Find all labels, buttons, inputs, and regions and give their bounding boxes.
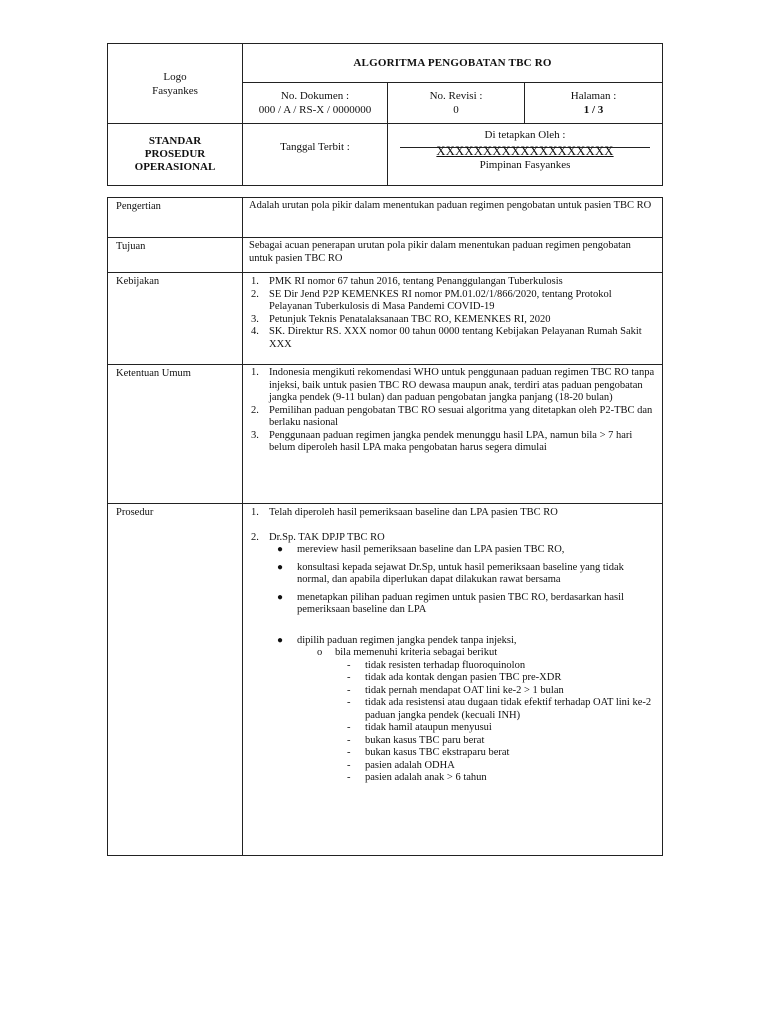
row-ketentuan-umum <box>108 365 663 504</box>
ketentuan-list <box>249 367 656 455</box>
pengertian-label: Pengertian <box>108 198 243 238</box>
list-item: ● menetapkan pilihan paduan regimen untuk pasien TBC RO, berdasarkan hasil pemeriksaan baseline dan LPA <box>277 591 624 615</box>
document-number-cell <box>243 83 388 124</box>
list-item: 2. Pemilihan paduan pengobatan TBC RO sesuai algoritma yang ditetapkan oleh P2-TBC dan berlaku nasional <box>251 404 653 428</box>
list-item: 1. Telah diperoleh hasil pemeriksaan baseline dan LPA pasien TBC RO <box>251 507 558 518</box>
document-number-value: 000 / A / RS-X / 0000000 <box>258 104 372 116</box>
prosedur-bullets <box>269 544 656 785</box>
header-table <box>107 43 663 186</box>
row-kebijakan <box>108 273 663 365</box>
list-item: 2. SE Dir Jend P2P KEMENKES RI nomor PM.01.02/1/866/2020, tentang Protokol Pelayanan Tuberkulosis di Masa Pandemi COVID-19 <box>251 288 612 312</box>
signer-title: Pimpinan Fasyankes <box>479 159 571 171</box>
list-item: - tidak ada resistensi atau dugaan tidak efektif terhadap OAT lini ke-2 paduan jangka pendek (kecuali INH) <box>347 697 652 721</box>
list-item: 3. Petunjuk Teknis Penatalaksanaan TBC RO, KEMENKES RI, 2020 <box>251 313 551 325</box>
list-item: 4. SK. Direktur RS. XXX nomor 00 tahun 0000 tentang Kebijakan Pelayanan Rumah Sakit XXX <box>251 326 642 350</box>
list-item: - tidak hamil ataupun menyusui <box>347 722 492 733</box>
list-item: 1. PMK RI nomor 67 tahun 2016, tentang Penanggulangan Tuberkulosis <box>251 276 563 287</box>
revision-value: 0 <box>453 104 459 116</box>
document-title: ALGORITMA PENGOBATAN TBC RO <box>243 44 663 83</box>
page-number-value: 1 / 3 <box>583 104 604 116</box>
list-item: ● konsultasi kepada sejawat Dr.Sp, untuk hasil pemeriksaan baseline yang tidak normal, dan apabila diperlukan dapat dilakukan rawat bersama <box>277 561 624 585</box>
list-item: - bukan kasus TBC ekstraparu berat <box>347 747 510 758</box>
list-item: - tidak resisten terhadap fluoroquinolon <box>347 659 526 671</box>
row-pengertian <box>108 198 663 238</box>
revision-cell <box>388 83 525 124</box>
ketentuan-umum-content <box>243 365 663 504</box>
criteria-list <box>335 660 656 785</box>
content-table <box>107 197 663 856</box>
kebijakan-label: Kebijakan <box>108 273 243 365</box>
row-prosedur <box>108 504 663 856</box>
logo-placeholder: Logo Fasyankes <box>108 44 243 124</box>
page-number-cell <box>525 83 663 124</box>
list-item: - pasien adalah ODHA <box>347 759 455 771</box>
list-item: 3. Penggunaan paduan regimen jangka pendek menunggu hasil LPA, namun bila > 7 hari belum diperoleh hasil LPA maka pengobatan harus segera dimulai <box>251 429 633 453</box>
list-item: ● mereview hasil pemeriksaan baseline dan LPA pasien TBC RO, <box>277 544 565 555</box>
list-item: 1. Indonesia mengikuti rekomendasi WHO untuk penggunaan paduan regimen TBC RO tanpa injeksi, baik untuk pasien TBC RO dewasa maupun anak, terdiri atas paduan pengobatan jangka pendek (9-11 bulan) dan paduan pengobatan jangka panjang (18-20 bulan) <box>251 367 655 403</box>
ketentuan-umum-label: Ketentuan Umum <box>108 365 243 504</box>
list-item: - bukan kasus TBC paru berat <box>347 734 485 746</box>
list-item: - tidak pernah mendapat OAT lini ke-2 > 1 bulan <box>347 684 564 696</box>
sop-label: STANDAR PROSEDUR OPERASIONAL <box>108 124 243 186</box>
revision-label: No. Revisi : <box>429 90 483 102</box>
list-item: 2. Dr.Sp. TAK DPJP TBC RO ● mereview hasil pemeriksaan baseline dan LPA pasien TBC RO, ● konsultasi kepada sejawat Dr.Sp, untuk hasil pemeriksaan baseline yang tidak normal, dan apabila diperlukan dapat dilakukan rawat bersama ● menetapkan pilihan paduan regimen untuk pasien TBC RO, berdasarkan hasil pemeriksaan baseline dan LPA ● dipilih paduan regimen jangka pendek tanpa injeksi, o bila memenuhi kriteria sebagai berikut - tidak resisten terhadap fluoroquinolon - tidak ada kontak dengan pasien TBC pre-XDR - tidak pernah mendapat OAT lini ke-2 > 1 bulan - tidak ada resistensi atau dugaan tidak efektif terhadap OAT lini ke-2 paduan jangka pendek (kecuali INH) - tidak hamil ataupun menyusui - bukan kasus TBC paru berat - bukan kasus TBC ekstraparu berat - pasien adalah ODHA - pasien adalah anak > 6 tahun <box>269 532 656 785</box>
issue-date-label: Tanggal Terbit : <box>243 124 388 186</box>
tujuan-text: Sebagai acuan penerapan urutan pola pikir dalam menentukan paduan regimen pengobatan untuk pasien TBC RO <box>243 238 663 273</box>
prosedur-label: Prosedur <box>108 504 243 856</box>
page-number-label: Halaman : <box>570 90 617 102</box>
list-item: ● dipilih paduan regimen jangka pendek tanpa injeksi, o bila memenuhi kriteria sebagai berikut - tidak resisten terhadap fluoroquinolon - tidak ada kontak dengan pasien TBC pre-XDR - tidak pernah mendapat OAT lini ke-2 > 1 bulan - tidak ada resistensi atau dugaan tidak efektif terhadap OAT lini ke-2 paduan jangka pendek (kecuali INH) - tidak hamil ataupun menyusui - bukan kasus TBC paru berat - bukan kasus TBC ekstraparu berat - pasien adalah ODHA - pasien adalah anak > 6 tahun <box>297 635 656 785</box>
kebijakan-list <box>249 276 656 351</box>
list-item: o bila memenuhi kriteria sebagai berikut - tidak resisten terhadap fluoroquinolon - tidak ada kontak dengan pasien TBC pre-XDR - tidak pernah mendapat OAT lini ke-2 > 1 bulan - tidak ada resistensi atau dugaan tidak efektif terhadap OAT lini ke-2 paduan jangka pendek (kecuali INH) - tidak hamil ataupun menyusui - bukan kasus TBC paru berat - bukan kasus TBC ekstraparu berat - pasien adalah ODHA - pasien adalah anak > 6 tahun <box>335 647 656 785</box>
signer-name: XXXXXXXXXXXXXXXXXXX <box>436 144 614 158</box>
approval-cell <box>388 124 663 186</box>
row-tujuan <box>108 238 663 273</box>
criteria-group <box>297 647 656 785</box>
set-by-label: Di tetapkan Oleh : <box>484 129 566 141</box>
kebijakan-content <box>243 273 663 365</box>
tujuan-label: Tujuan <box>108 238 243 273</box>
pengertian-text: Adalah urutan pola pikir dalam menentukan paduan regimen pengobatan untuk pasien TBC RO <box>243 198 663 238</box>
prosedur-content <box>243 504 663 856</box>
document-number-label: No. Dokumen : <box>280 90 350 102</box>
list-item: - tidak ada kontak dengan pasien TBC pre-XDR <box>347 672 562 683</box>
prosedur-list <box>249 507 656 785</box>
list-item: - pasien adalah anak > 6 tahun <box>347 772 487 783</box>
